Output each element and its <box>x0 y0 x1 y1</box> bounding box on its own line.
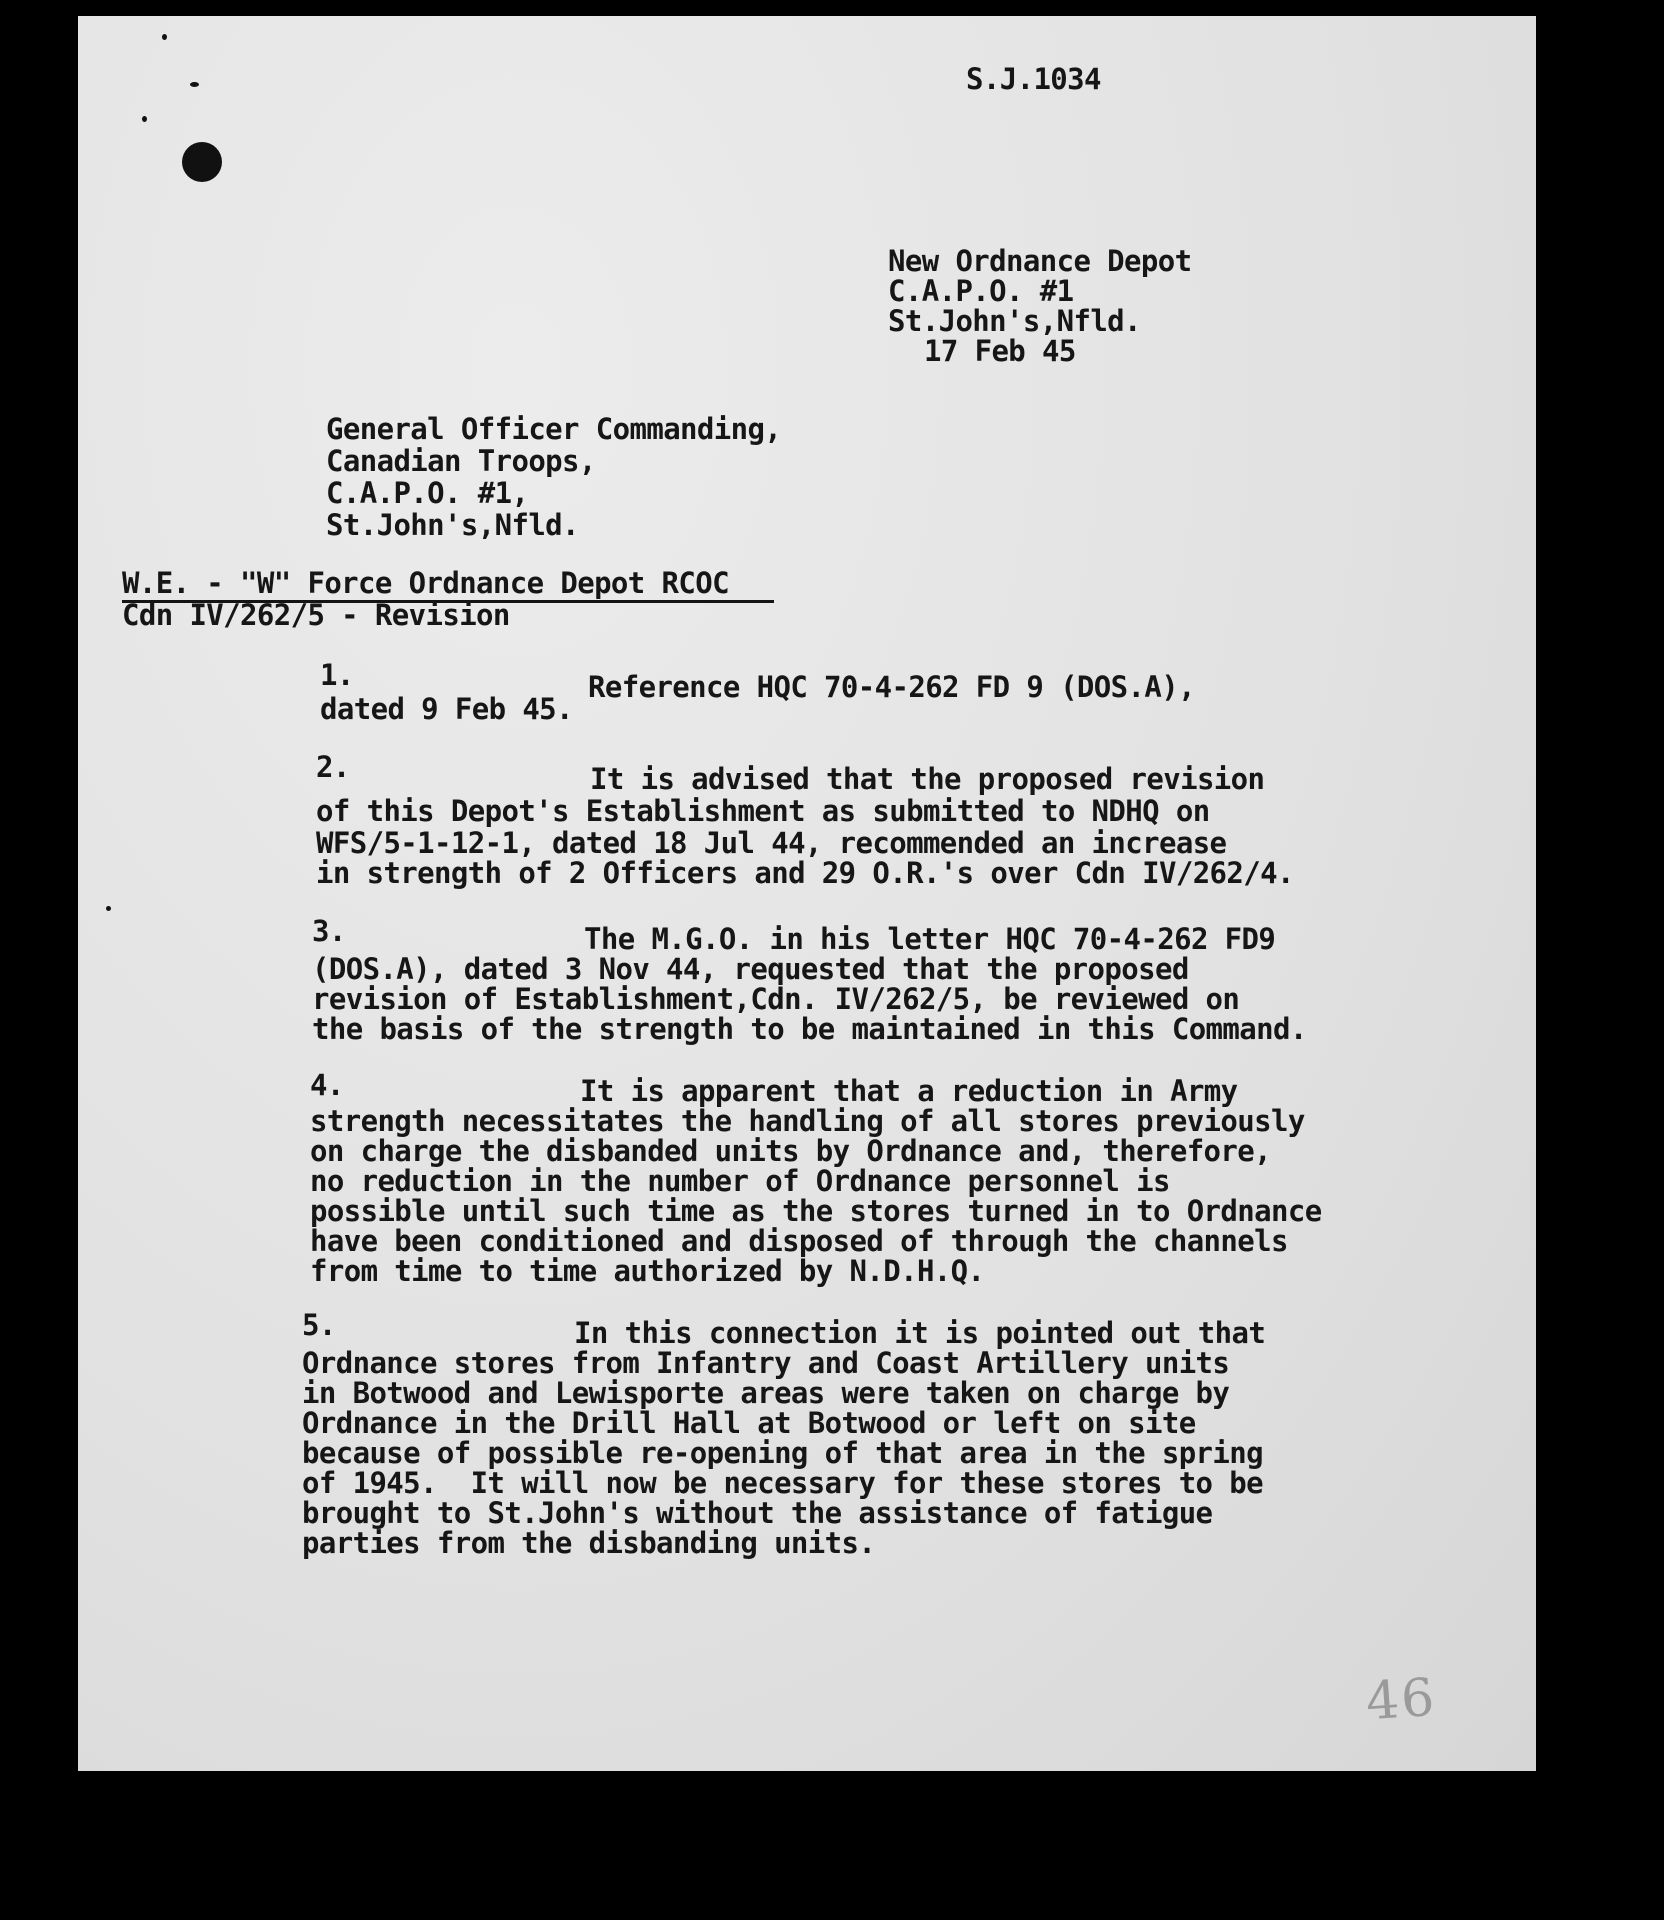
paragraph-1-number: 1. <box>320 658 354 692</box>
recipient-line1: General Officer Commanding, <box>326 412 782 446</box>
file-reference: S.J.1034 <box>966 62 1101 96</box>
punch-hole <box>182 142 222 182</box>
recipient-line3: C.A.P.O. #1, <box>326 476 529 510</box>
ink-speck <box>106 906 111 911</box>
subject-line2: Cdn IV/262/5 - Revision <box>122 598 510 632</box>
paragraph-4-line: from time to time authorized by N.D.H.Q. <box>310 1254 985 1288</box>
recipient-line2: Canadian Troops, <box>326 444 596 478</box>
paragraph-4-number: 4. <box>310 1068 344 1102</box>
paragraph-5-line: Ordnance stores from Infantry and Coast Artillery units <box>302 1346 1230 1380</box>
paragraph-5-line: in Botwood and Lewisporte areas were taken on charge by <box>302 1376 1230 1410</box>
sender-line3: St.John's,Nfld. <box>888 304 1141 338</box>
paragraph-4-line: strength necessitates the handling of all stores previously <box>310 1104 1305 1138</box>
paragraph-4-line: no reduction in the number of Ordnance personnel is <box>310 1164 1170 1198</box>
letter-date: 17 Feb 45 <box>924 334 1076 368</box>
paragraph-2-line: It is advised that the proposed revision <box>590 762 1265 796</box>
paragraph-5-line: parties from the disbanding units. <box>302 1526 876 1560</box>
paragraph-1-line: Reference HQC 70-4-262 FD 9 (DOS.A), <box>588 670 1195 704</box>
paragraph-3-number: 3. <box>312 914 346 948</box>
paragraph-2-number: 2. <box>316 750 350 784</box>
paragraph-4-line: possible until such time as the stores turned in to Ordnance <box>310 1194 1322 1228</box>
paragraph-4-line: It is apparent that a reduction in Army <box>580 1074 1238 1108</box>
paragraph-1-line: dated 9 Feb 45. <box>320 692 573 726</box>
ink-speck <box>162 34 167 40</box>
paragraph-3-line: the basis of the strength to be maintained in this Command. <box>312 1012 1307 1046</box>
paragraph-2-line: in strength of 2 Officers and 29 O.R.'s over Cdn IV/262/4. <box>316 856 1294 890</box>
paragraph-4-line: have been conditioned and disposed of through the channels <box>310 1224 1288 1258</box>
paragraph-3-line: The M.G.O. in his letter HQC 70-4-262 FD9 <box>584 922 1276 956</box>
paragraph-2-line: WFS/5-1-12-1, dated 18 Jul 44, recommended an increase <box>316 826 1227 860</box>
sender-line1: New Ordnance Depot <box>888 244 1192 278</box>
paragraph-5-line: brought to St.John's without the assistance of fatigue <box>302 1496 1213 1530</box>
paragraph-5-line: of 1945. It will now be necessary for these stores to be <box>302 1466 1263 1500</box>
handwritten-page-number: 46 <box>1363 1667 1439 1733</box>
paragraph-5-line: because of possible re-opening of that area in the spring <box>302 1436 1263 1470</box>
paragraph-4-line: on charge the disbanded units by Ordnance and, therefore, <box>310 1134 1271 1168</box>
subject-line1: W.E. - "W" Force Ordnance Depot RCOC <box>122 566 729 600</box>
paragraph-3-line: revision of Establishment,Cdn. IV/262/5, be reviewed on <box>312 982 1240 1016</box>
paragraph-2-line: of this Depot's Establishment as submitted to NDHQ on <box>316 794 1210 828</box>
paragraph-5-line: Ordnance in the Drill Hall at Botwood or left on site <box>302 1406 1196 1440</box>
ink-speck <box>142 116 147 122</box>
paragraph-5-number: 5. <box>302 1308 336 1342</box>
recipient-line4: St.John's,Nfld. <box>326 508 579 542</box>
sender-line2: C.A.P.O. #1 <box>888 274 1074 308</box>
ink-speck <box>190 82 199 87</box>
paragraph-3-line: (DOS.A), dated 3 Nov 44, requested that the proposed <box>312 952 1189 986</box>
paragraph-5-line: In this connection it is pointed out that <box>574 1316 1266 1350</box>
